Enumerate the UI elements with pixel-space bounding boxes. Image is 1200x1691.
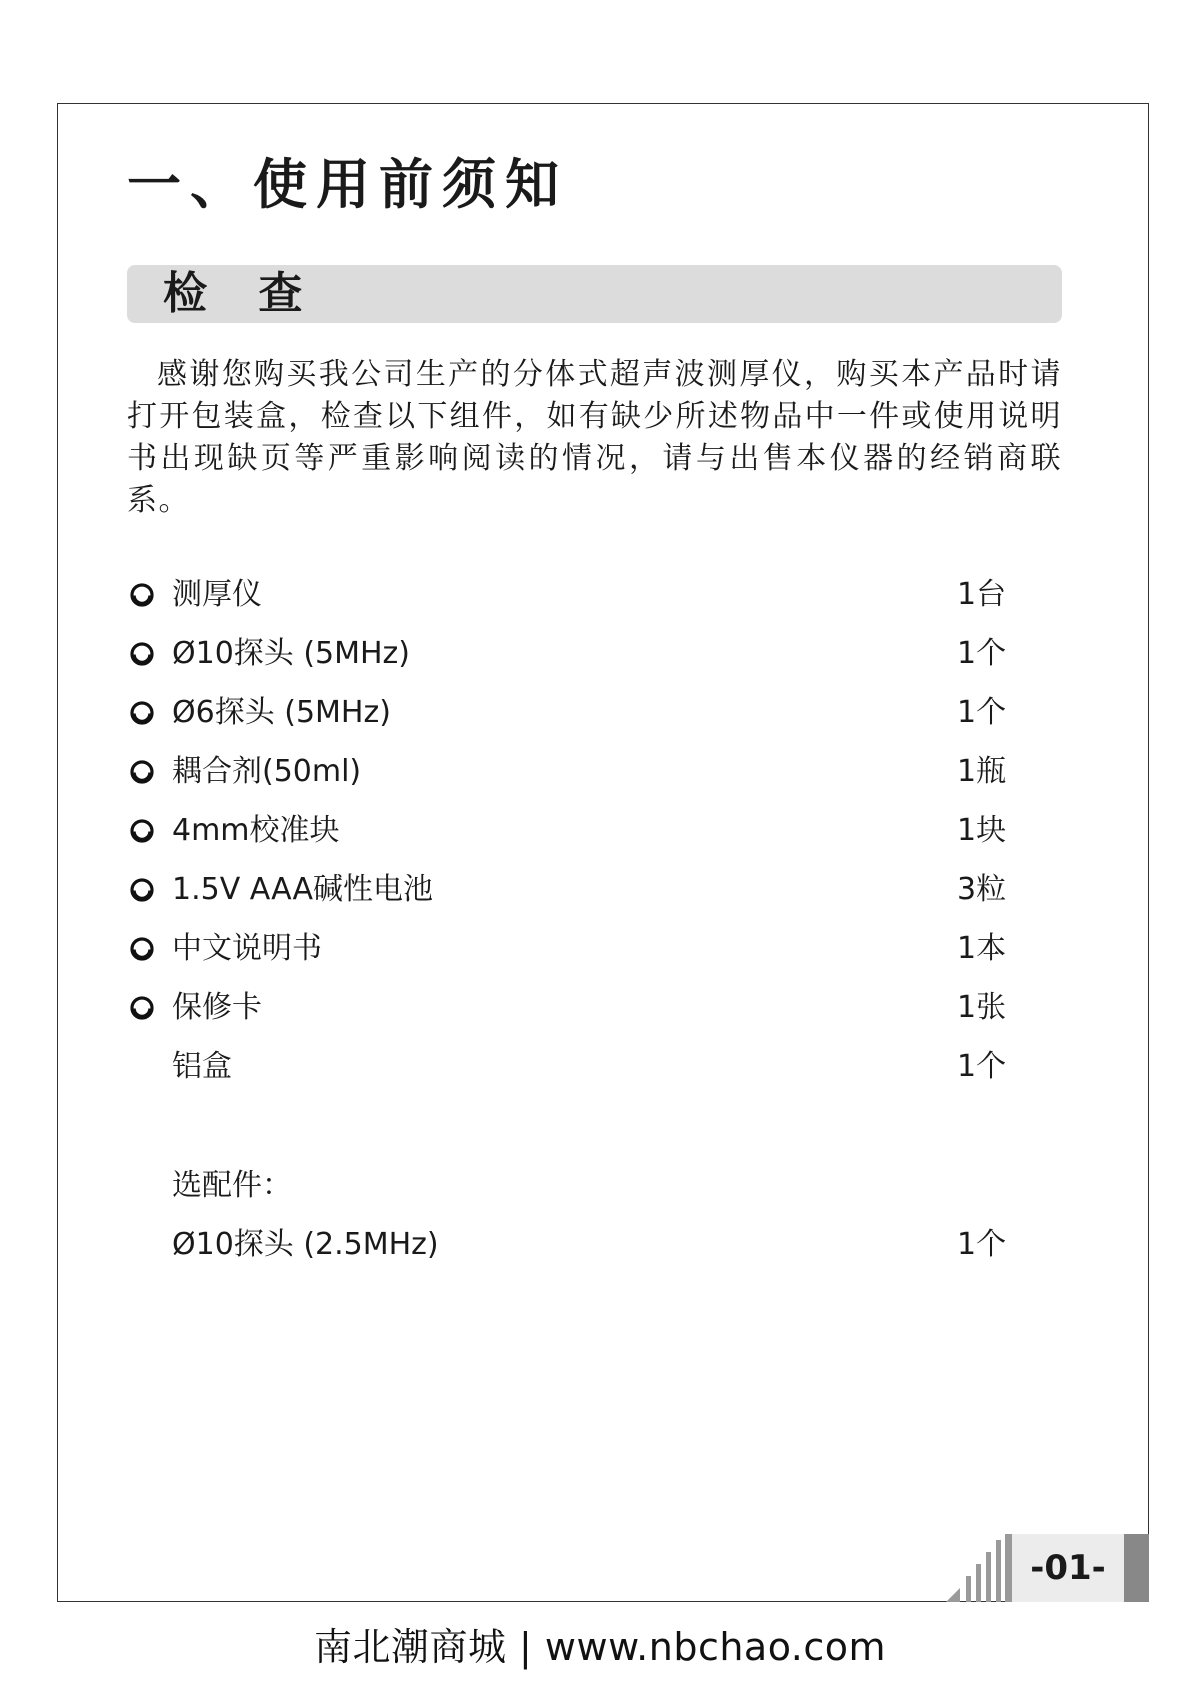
circle-bullet-icon [130, 760, 154, 784]
optional-list-item [127, 1225, 1007, 1265]
list-item [127, 634, 1007, 674]
chapter-title: 一、使用前须知 [127, 153, 568, 216]
intro-paragraph: 感谢您购买我公司生产的分体式超声波测厚仪，购买本产品时请打开包装盒，检查以下组件，如有缺少所述物品中一件或使用说明书出现缺页等严重影响阅读的情况，请与出售本仪器的经销商联系。 [127, 357, 1062, 518]
item-quantity: 1块 [957, 813, 1007, 848]
optional-accessories-label: 选配件： [172, 1168, 292, 1203]
page-number: -01- [1030, 1548, 1106, 1588]
item-quantity: 1瓶 [957, 754, 1007, 789]
item-name: Ø10探头 (2.5MHz) [172, 1227, 439, 1262]
list-item [127, 929, 1007, 969]
page-tab-stripes [946, 1534, 1012, 1602]
item-quantity: 1个 [957, 1049, 1007, 1084]
section-title: 检 查 [163, 268, 321, 319]
circle-bullet-icon [130, 642, 154, 666]
item-name: 铝盒 [172, 1049, 232, 1084]
item-name: 保修卡 [172, 990, 262, 1025]
item-name: Ø6探头 (5MHz) [172, 695, 391, 730]
circle-bullet-icon [130, 819, 154, 843]
list-item [127, 811, 1007, 851]
circle-bullet-icon [130, 701, 154, 725]
page-tab-edge [1124, 1534, 1149, 1602]
list-item [127, 575, 1007, 615]
item-name: 耦合剂(50ml) [172, 754, 362, 789]
item-name: Ø10探头 (5MHz) [172, 636, 411, 671]
list-item [127, 988, 1007, 1028]
section-header-bar [127, 265, 1062, 323]
item-quantity: 1台 [957, 577, 1007, 612]
item-name: 1.5V AAA碱性电池 [172, 872, 434, 907]
list-item [127, 693, 1007, 733]
list-item [127, 1047, 1007, 1087]
item-quantity: 1本 [957, 931, 1007, 966]
item-quantity: 1个 [957, 695, 1007, 730]
item-quantity: 1张 [957, 990, 1007, 1025]
circle-bullet-icon [130, 878, 154, 902]
item-quantity: 1个 [957, 636, 1007, 671]
item-quantity: 1个 [957, 1227, 1007, 1262]
item-name: 4mm校准块 [172, 813, 340, 848]
list-item [127, 752, 1007, 792]
circle-bullet-icon [130, 937, 154, 961]
item-quantity: 3粒 [957, 872, 1007, 907]
item-name: 测厚仪 [172, 577, 262, 612]
list-item [127, 870, 1007, 910]
page-number-tab [1012, 1534, 1124, 1602]
circle-bullet-icon [130, 996, 154, 1020]
page-frame [57, 103, 1149, 1602]
footer-watermark: 南北潮商城 | www.nbchao.com [313, 1625, 887, 1669]
item-name: 中文说明书 [172, 931, 322, 966]
circle-bullet-icon [130, 583, 154, 607]
